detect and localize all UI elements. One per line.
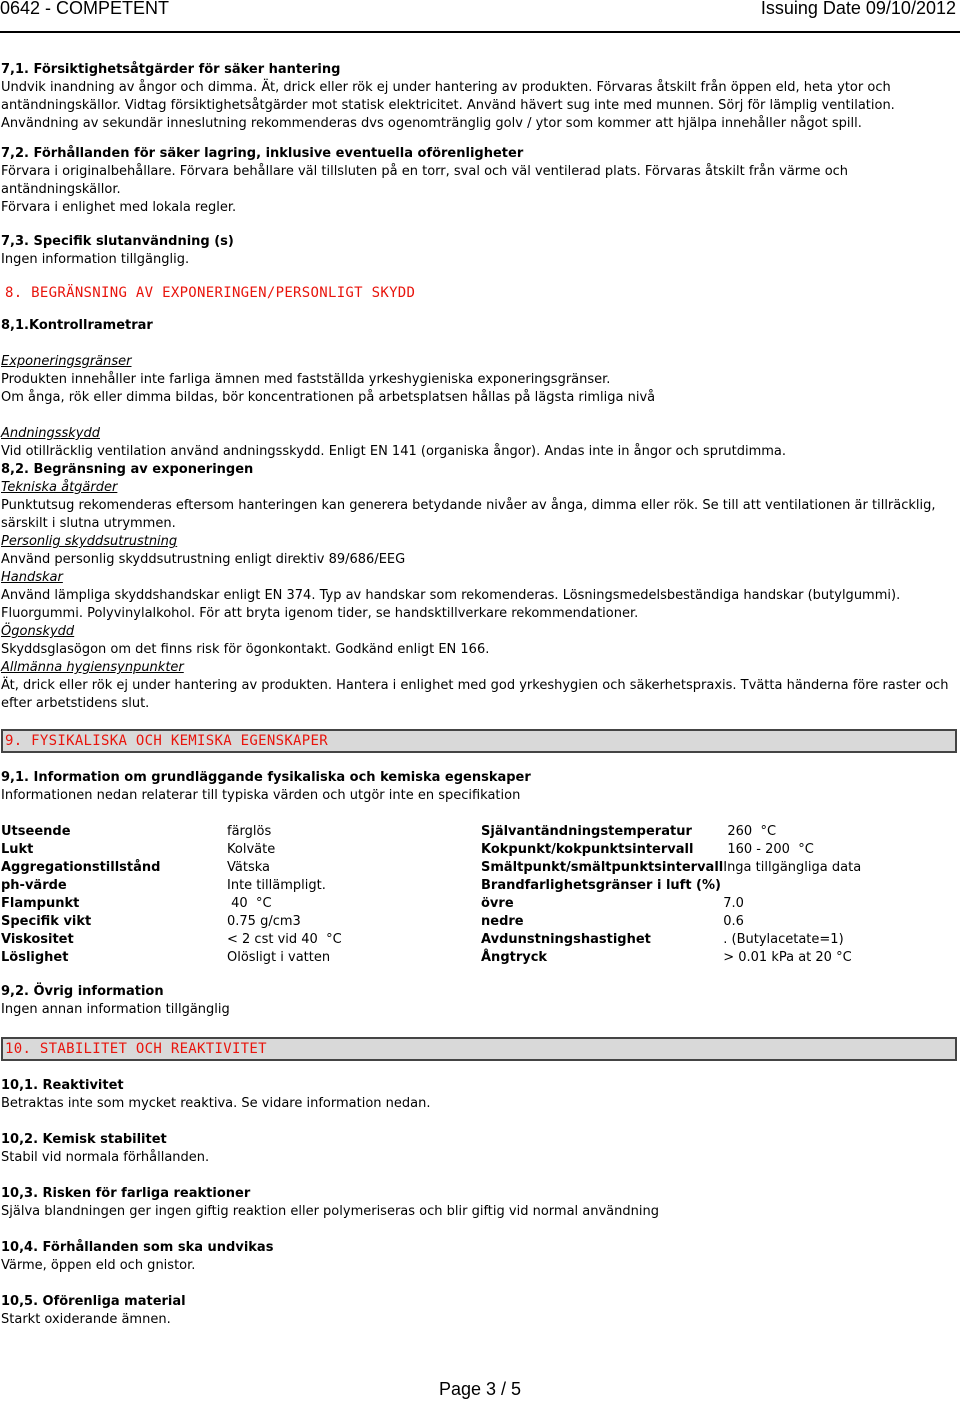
section-10-heading: 10. STABILITET OCH REAKTIVITET: [1, 1037, 957, 1061]
property-label: Brandfarlighetsgränser i luft (%): [481, 878, 721, 893]
property-label: Aggregationstillstånd: [1, 860, 161, 875]
section-10-2-title: 10,2. Kemisk stabilitet: [1, 1132, 167, 1147]
section-8-heading: 8. BEGRÄNSNING AV EXPONERINGEN/PERSONLIGT SKYDD: [1, 281, 957, 305]
property-label: Kokpunkt/kokpunktsintervall: [481, 842, 694, 857]
property-row: [1, 949, 957, 967]
section-7-1-title: 7,1. Försiktighetsåtgärder för säker hantering: [1, 62, 341, 77]
property-label: Flampunkt: [1, 896, 80, 911]
property-label: Löslighet: [1, 950, 69, 965]
property-row: [1, 841, 957, 859]
technical-measures-text: särskilt i slutna utrymmen.: [1, 516, 176, 531]
gloves-label: Handskar: [1, 570, 63, 585]
property-row: [1, 823, 957, 841]
property-label: Utseende: [1, 824, 71, 839]
property-row: [1, 913, 957, 931]
page-number: Page 3 / 5: [438, 1379, 522, 1399]
section-10-3-text: Själva blandningen ger ingen giftig reaktion eller polymeriseras och blir giftig vid normal användning: [1, 1204, 659, 1219]
property-value: 40 °C: [227, 896, 272, 911]
section-7-1-text: antändningskällor. Vidtag försiktighetsåtgärder mot statisk elektricitet. Använd hävert sug inte med munnen. Sörj för lämplig ventilation.: [1, 98, 895, 113]
property-value: 260 °C: [723, 824, 777, 839]
hygiene-text: Ät, drick eller rök ej under hantering av produkten. Hantera i enlighet med god yrkeshygien och säkerhetspraxis. Tvätta händerna före raster och: [1, 678, 949, 693]
property-value: Olösligt i vatten: [227, 950, 331, 965]
section-7-2-title: 7,2. Förhållanden för säker lagring, inklusive eventuella oförenligheter: [1, 146, 524, 161]
section-7-3-text: Ingen information tillgänglig.: [1, 252, 190, 267]
technical-measures-text: Punktutsug rekomenderas eftersom hanteringen kan generera betydande nivåer av ånga, dimma eller rök. Se till att ventilationen är tillräcklig,: [1, 498, 936, 513]
section-10-5-text: Starkt oxiderande ämnen.: [1, 1312, 171, 1327]
section-7-1-text: Undvik inandning av ångor och dimma. Ät, drick eller rök ej under hantering av produkten. Förvaras åtskilt från öppen eld, heta ytor och: [1, 80, 891, 95]
property-row: [1, 859, 957, 877]
property-label: övre: [481, 896, 514, 911]
eye-protection-label: Ögonskydd: [1, 624, 75, 639]
document-id: 0642 - COMPETENT: [0, 0, 170, 18]
property-label: Avdunstningshastighet: [481, 932, 651, 947]
section-10-4-text: Värme, öppen eld och gnistor.: [1, 1258, 196, 1273]
respiratory-protection-text: Vid otillräcklig ventilation använd andningsskydd. Enligt EN 141 (organiska ångor). Andas inte in ångor och sprutdimma.: [1, 444, 787, 459]
section-7-3-title: 7,3. Specifik slutanvändning (s): [1, 234, 234, 249]
ppe-text: Använd personlig skyddsutrustning enligt direktiv 89/686/EEG: [1, 552, 406, 567]
section-7-2-text: Förvara i enlighet med lokala regler.: [1, 200, 237, 215]
property-value: 0.75 g/cm3: [227, 914, 301, 929]
exposure-limits-label: Exponeringsgränser: [1, 354, 132, 369]
section-10-5-title: 10,5. Oförenliga material: [1, 1294, 186, 1309]
property-value: färglös: [227, 824, 272, 839]
issue-date: Issuing Date 09/10/2012: [760, 0, 956, 18]
hygiene-text: efter arbetstidens slut.: [1, 696, 150, 711]
gloves-text: Fluorgummi. Polyvinylalkohol. För att bryta igenom tider, se handsktillverkare rekommendationer.: [1, 606, 639, 621]
property-label: Självantändningstemperatur: [481, 824, 692, 839]
header-divider: [0, 31, 960, 33]
property-value: 7.0: [723, 896, 744, 911]
property-label: ph-värde: [1, 878, 67, 893]
gloves-text: Använd lämpliga skyddshandskar enligt EN 374. Typ av handskar som rekomenderas. Lösningsmedelsbeständiga handskar (butylgummi).: [1, 588, 901, 603]
property-value: 0.6: [723, 914, 744, 929]
document-body: [1, 61, 957, 1329]
exposure-limits-text: Produkten innehåller inte farliga ämnen med fastställda yrkeshygieniska exponeringsgränser.: [1, 372, 611, 387]
exposure-limits-text: Om ånga, rök eller dimma bildas, bör koncentrationen på arbetsplatsen hållas på lägsta rimliga nivå: [1, 390, 656, 405]
property-value: Kolväte: [227, 842, 276, 857]
property-label: nedre: [481, 914, 524, 929]
property-value: < 2 cst vid 40 °C: [227, 932, 342, 947]
property-value: > 0.01 kPa at 20 °C: [723, 950, 852, 965]
section-10-3-title: 10,3. Risken för farliga reaktioner: [1, 1186, 251, 1201]
property-row: [1, 895, 957, 913]
hygiene-label: Allmänna hygiensynpunkter: [1, 660, 184, 675]
property-value: 160 - 200 °C: [723, 842, 814, 857]
property-label: Viskositet: [1, 932, 74, 947]
section-9-1-text: Informationen nedan relaterar till typiska värden och utgör inte en specifikation: [1, 788, 521, 803]
section-10-2-text: Stabil vid normala förhållanden.: [1, 1150, 210, 1165]
section-9-heading: 9. FYSIKALISKA OCH KEMISKA EGENSKAPER: [1, 729, 957, 753]
property-value: Inte tillämpligt.: [227, 878, 326, 893]
eye-protection-text: Skyddsglasögon om det finns risk för ögonkontakt. Godkänd enligt EN 166.: [1, 642, 490, 657]
property-value: [723, 877, 957, 895]
section-9-1-title: 9,1. Information om grundläggande fysikaliska och kemiska egenskaper: [1, 770, 531, 785]
section-10-1-text: Betraktas inte som mycket reaktiva. Se vidare information nedan.: [1, 1096, 431, 1111]
property-label: Ångtryck: [481, 950, 548, 965]
respiratory-protection-label: Andningsskydd: [1, 426, 100, 441]
section-7-1-text: Användning av sekundär inneslutning rekommenderas dvs ogenomtränglig golv / ytor som kommer att hjälpa innehåller något spill.: [1, 116, 862, 131]
section-9-2-title: 9,2. Övrig information: [1, 984, 164, 999]
property-value: . (Butylacetate=1): [723, 932, 844, 947]
property-value: Vätska: [227, 860, 270, 875]
property-row: [1, 877, 957, 895]
section-7-2-text: Förvara i originalbehållare. Förvara behållare väl tillsluten på en torr, sval och väl ventilerad plats. Förvaras åtskilt från värme och antändningskällor.: [1, 164, 849, 197]
property-value: Inga tillgängliga data: [723, 860, 862, 875]
property-label: Lukt: [1, 842, 34, 857]
section-9-2-text: Ingen annan information tillgänglig: [1, 1002, 230, 1017]
ppe-label: Personlig skyddsutrustning: [1, 534, 178, 549]
properties-table: [1, 823, 957, 967]
section-8-1-title: 8,1.Kontrollrametrar: [1, 318, 153, 333]
property-label: Specifik vikt: [1, 914, 92, 929]
page-header: [0, 0, 960, 20]
section-10-1-title: 10,1. Reaktivitet: [1, 1078, 124, 1093]
property-row: [1, 931, 957, 949]
property-label: Smältpunkt/smältpunktsintervall: [481, 860, 724, 875]
technical-measures-label: Tekniska åtgärder: [1, 480, 118, 495]
section-8-2-title: 8,2. Begränsning av exponeringen: [1, 462, 254, 477]
section-10-4-title: 10,4. Förhållanden som ska undvikas: [1, 1240, 274, 1255]
